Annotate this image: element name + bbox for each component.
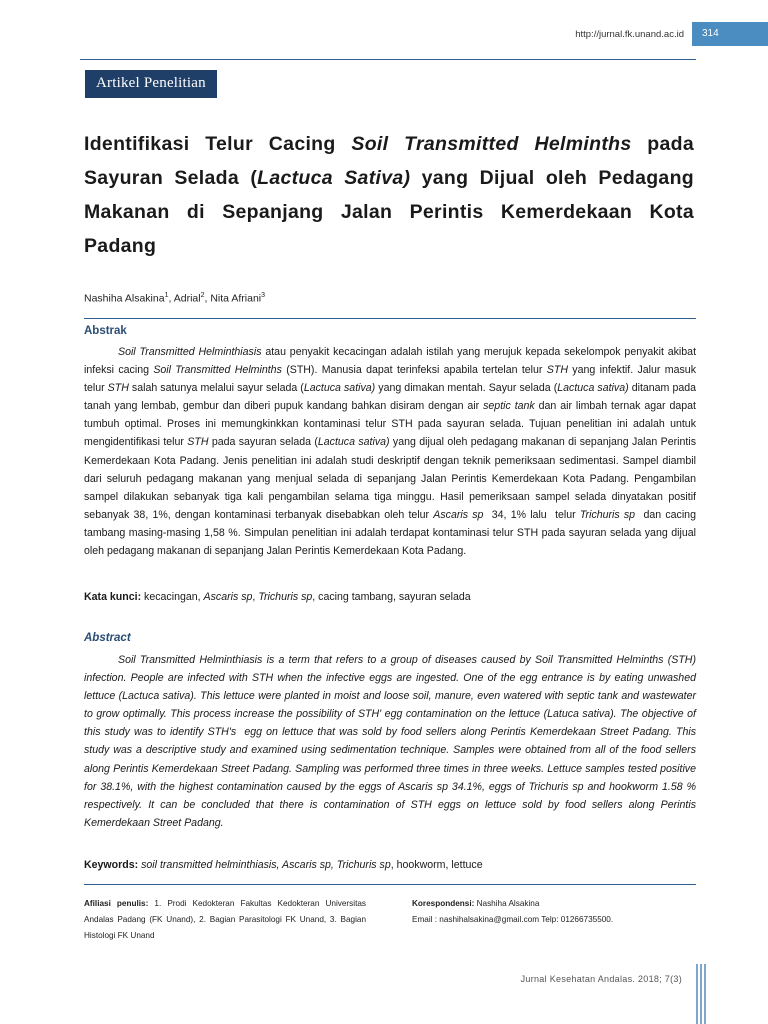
journal-citation: Jurnal Kesehatan Andalas. 2018; 7(3) — [520, 974, 682, 984]
section-divider — [84, 318, 696, 319]
page-number: 314 — [692, 22, 768, 46]
author-name: Nashiha Alsakina — [84, 292, 165, 305]
keywords: Keywords: soil transmitted helminthiasis, Ascaris sp, Trichuris sp, hookworm, lettuce — [84, 859, 483, 871]
affiliation-note: Afiliasi penulis: 1. Prodi Kedokteran Fakultas Kedokteran Universitas Andalas Padang (FK Unand), 2. Bagian Parasitologi FK Unand, 3. Bagian Histologi FK Unand — [84, 899, 366, 940]
footnote-divider — [84, 884, 696, 885]
correspondence-contact: Email : nashihalsakina@gmail.com Telp: 01266735500. — [412, 915, 614, 924]
abstrak-body: Soil Transmitted Helminthiasis atau penyakit kecacingan adalah istilah yang merujuk kepada sekelompok penyakit akibat infeksi cacing Soil Transmitted Helminths (STH). Manusia dapat terinfeksi apabila tertelan telur STH yang infektif. Jalur masuk telur STH salah satunya melalui sayur selada (Lactuca sativa) yang dimakan mentah. Sayur selada (Lactuca sativa) ditanam pada tanah yang lembab, gembur dan diberi pupuk kandang bahkan disiram dengan air septic tank dan air limbah ternak agar dapat tumbuh optimal. Proses ini memungkinkkan kontaminasi telur STH pada sayuran selada. Tujuan penelitian ini adalah untuk mengidentifikasi telur STH pada sayuran selada (Lactuca sativa) yang dijual oleh pedagang makanan di sepanjang Jalan Perintis Kemerdekaan Kota Padang. Jenis penelitian ini adalah studi deskriptif dengan teknik pemeriksaan sedimentasi. Sampel diambil dari seluruh pedagang makanan yang menjual selada di sepanjang Jalan Perintis Kemerdekaan Kota Padang. Pengambilan sampel dilakukan sebanyak tiga kali pengambilan selama tiga minggu. Hasil pemeriksaan sampel selada dinyatakan positif sebanyak 38, 1%, dengan kontaminasi terbanyak disebabkan oleh telur Ascaris sp 34, 1% lalu telur Trichuris sp dan cacing tambang masing-masing 1,58 %. Simpulan penelitian ini adalah terdapat kontaminasi telur STH pada sayuran selada yang dijual oleh pedagang makanan di sepanjang Jalan Perintis Kemerdekaan Kota Padang. — [84, 346, 697, 558]
article-type-badge: Artikel Penelitian — [85, 70, 217, 98]
journal-url[interactable]: http://jurnal.fk.unand.ac.id — [575, 28, 684, 40]
page-header — [575, 22, 768, 46]
correspondence-note: Korespondensi: Nashiha Alsakina Email : nashihalsakina@gmail.com Telp: 01266735500. — [412, 896, 696, 928]
article-title: Identifikasi Telur Cacing Soil Transmitted Helminths pada Sayuran Selada (Lactuca Sativa) yang Dijual oleh Pedagang Makanan di Sepanjang Jalan Perintis Kemerdekaan Kota Padang — [84, 133, 695, 257]
header-divider — [80, 59, 696, 60]
abstract-body: Soil Transmitted Helminthiasis is a term that refers to a group of diseases caused by Soil Transmitted Helminths (STH) infection. People are infected with STH when the infective eggs are ingested. One of the egg entrance is by eating unwashed lettuce (Lactuca sativa). This lettuce were planted in moist and loose soil, manure, even watered with septic tank and wastewater to grow optimally. This process increase the possibility of STH' egg contamination on the lettuce (Latuca sativa). The objective of this study was to identify STH's egg on lettuce that was sold by food sellers along Perintis Kemerdekaan Street Padang. This study was a descriptive study and examined using sedimentation technique. Samples were obtained from all of the food sellers along Perintis Kemerdekaan Street Padang. Sampling was performed three times in three weeks. Lettuce samples tested positive for 38.1%, with the highest contamination caused by the eggs of Ascaris sp 34.1%, eggs of Trichuris sp and hookworm 1.58 % respectively. It can be concluded that there is contamination of STH eggs on lettuce sold by food sellers along Perintis Kemerdekaan Street Padang. — [84, 654, 696, 829]
kata-kunci: Kata kunci: kecacingan, Ascaris sp, Trichuris sp, cacing tambang, sayuran selada — [84, 591, 471, 603]
abstrak-heading: Abstrak — [84, 325, 127, 337]
abstract-heading: Abstract — [84, 632, 131, 644]
author-list: Nashiha Alsakina$^1$, Adrial$^2$, Nita Afriani$^3$ — [84, 292, 266, 305]
author-name: Adrial — [173, 292, 201, 305]
author-name: Nita Afriani — [210, 292, 262, 305]
